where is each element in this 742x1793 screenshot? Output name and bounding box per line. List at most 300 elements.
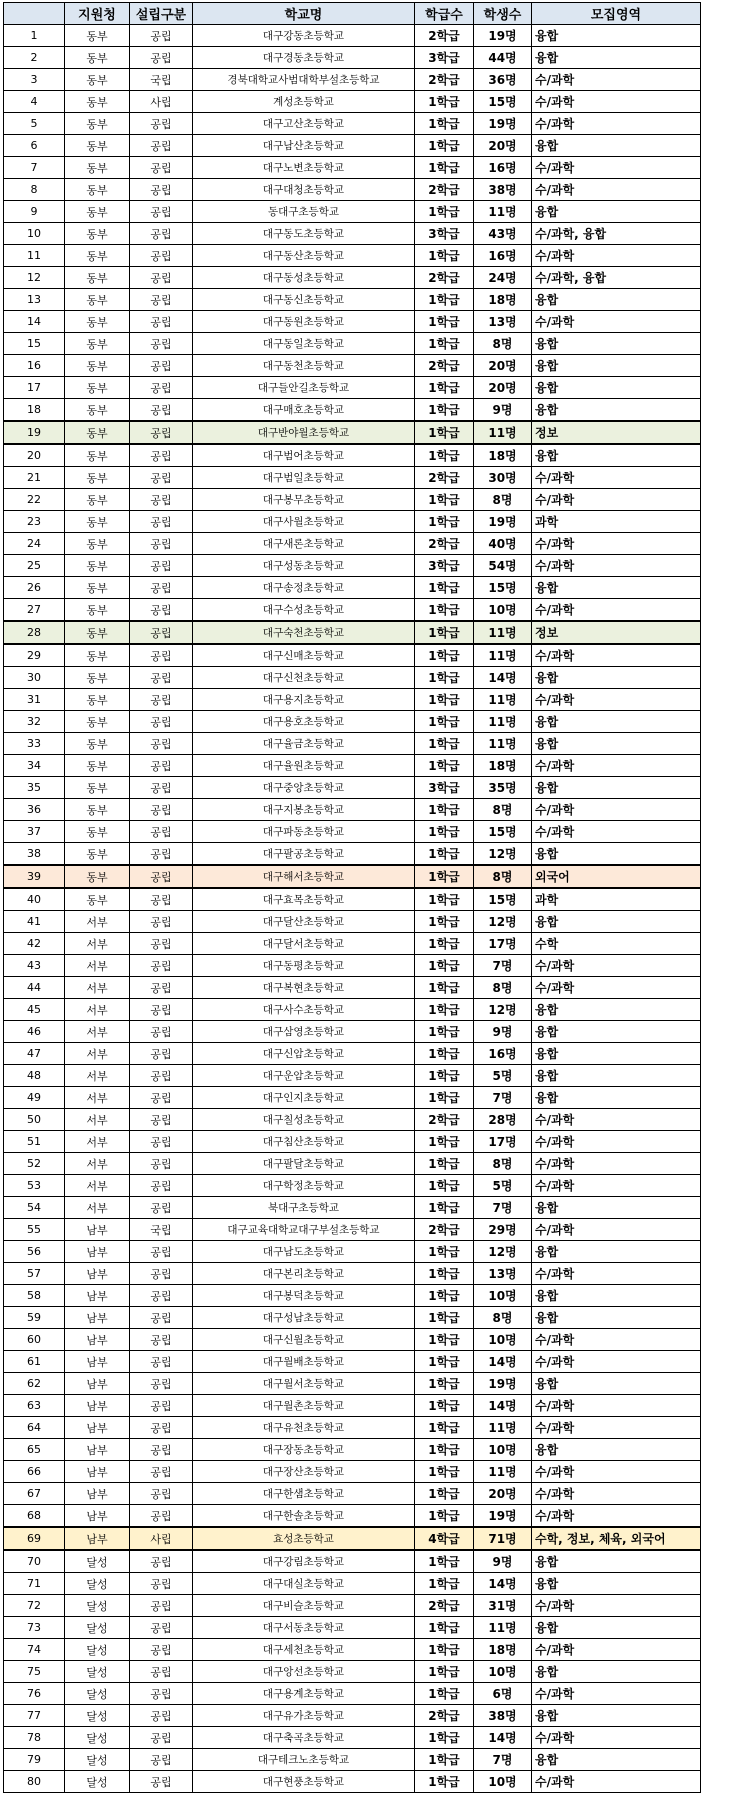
cell-students: 10명 (474, 1329, 532, 1351)
cell-students: 29명 (474, 1219, 532, 1241)
cell-area: 수/과학 (532, 113, 701, 135)
cell-no: 20 (4, 444, 65, 467)
cell-office: 동부 (65, 377, 130, 399)
cell-type: 공립 (130, 821, 193, 843)
cell-students: 44명 (474, 47, 532, 69)
cell-school-name: 대구앙선초등학교 (193, 1661, 415, 1683)
cell-office: 동부 (65, 467, 130, 489)
cell-students: 9명 (474, 399, 532, 422)
cell-classes: 1학급 (415, 644, 474, 667)
cell-no: 75 (4, 1661, 65, 1683)
cell-no: 49 (4, 1087, 65, 1109)
cell-students: 15명 (474, 821, 532, 843)
cell-school-name: 대구서동초등학교 (193, 1617, 415, 1639)
cell-no: 34 (4, 755, 65, 777)
cell-no: 1 (4, 25, 65, 47)
cell-office: 동부 (65, 733, 130, 755)
table-row (4, 1021, 701, 1043)
table-row (4, 689, 701, 711)
cell-school-name: 대구달서초등학교 (193, 933, 415, 955)
cell-students: 10명 (474, 1439, 532, 1461)
cell-students: 8명 (474, 1307, 532, 1329)
cell-type: 공립 (130, 1395, 193, 1417)
header-area: 모집영역 (532, 3, 701, 25)
table-row (4, 1087, 701, 1109)
cell-no: 5 (4, 113, 65, 135)
cell-students: 16명 (474, 157, 532, 179)
table-row (4, 157, 701, 179)
table-row (4, 1483, 701, 1505)
cell-classes: 1학급 (415, 799, 474, 821)
cell-area: 수/과학 (532, 1639, 701, 1661)
cell-school-name: 대구봉무초등학교 (193, 489, 415, 511)
cell-type: 공립 (130, 1771, 193, 1793)
cell-area: 수/과학, 융합 (532, 223, 701, 245)
cell-school-name: 대구해서초등학교 (193, 865, 415, 888)
cell-type: 공립 (130, 289, 193, 311)
cell-type: 공립 (130, 1683, 193, 1705)
cell-type: 공립 (130, 333, 193, 355)
cell-classes: 1학급 (415, 577, 474, 599)
table-row (4, 69, 701, 91)
cell-office: 남부 (65, 1439, 130, 1461)
cell-no: 48 (4, 1065, 65, 1087)
cell-classes: 2학급 (415, 1109, 474, 1131)
cell-students: 8명 (474, 977, 532, 999)
cell-office: 남부 (65, 1395, 130, 1417)
cell-no: 68 (4, 1505, 65, 1528)
cell-office: 동부 (65, 644, 130, 667)
table-row (4, 711, 701, 733)
table-row (4, 1197, 701, 1219)
cell-area: 융합 (532, 1307, 701, 1329)
cell-school-name: 대구인지초등학교 (193, 1087, 415, 1109)
cell-type: 공립 (130, 1550, 193, 1573)
cell-students: 11명 (474, 201, 532, 223)
cell-type: 공립 (130, 577, 193, 599)
cell-students: 11명 (474, 421, 532, 444)
table-row (4, 1505, 701, 1528)
cell-students: 35명 (474, 777, 532, 799)
cell-students: 15명 (474, 888, 532, 911)
cell-students: 11명 (474, 689, 532, 711)
cell-area: 수/과학 (532, 1109, 701, 1131)
cell-type: 공립 (130, 355, 193, 377)
table-row (4, 245, 701, 267)
cell-classes: 2학급 (415, 1219, 474, 1241)
cell-office: 남부 (65, 1285, 130, 1307)
table-row (4, 667, 701, 689)
cell-school-name: 대구본리초등학교 (193, 1263, 415, 1285)
cell-school-name: 경북대학교사범대학부설초등학교 (193, 69, 415, 91)
cell-students: 8명 (474, 1153, 532, 1175)
table-row (4, 1527, 701, 1550)
cell-students: 6명 (474, 1683, 532, 1705)
cell-classes: 1학급 (415, 289, 474, 311)
cell-no: 78 (4, 1727, 65, 1749)
cell-office: 동부 (65, 821, 130, 843)
cell-area: 수/과학 (532, 533, 701, 555)
cell-office: 남부 (65, 1219, 130, 1241)
cell-type: 공립 (130, 1705, 193, 1727)
cell-office: 동부 (65, 91, 130, 113)
cell-school-name: 대구팔공초등학교 (193, 843, 415, 866)
cell-no: 14 (4, 311, 65, 333)
cell-classes: 2학급 (415, 1705, 474, 1727)
cell-office: 남부 (65, 1505, 130, 1528)
cell-school-name: 대구축곡초등학교 (193, 1727, 415, 1749)
cell-area: 수/과학 (532, 91, 701, 113)
cell-office: 남부 (65, 1351, 130, 1373)
cell-students: 11명 (474, 1617, 532, 1639)
table-row (4, 1749, 701, 1771)
cell-classes: 1학급 (415, 1417, 474, 1439)
header-type: 설립구분 (130, 3, 193, 25)
cell-office: 동부 (65, 843, 130, 866)
cell-school-name: 대구지봉초등학교 (193, 799, 415, 821)
cell-area: 수/과학 (532, 1263, 701, 1285)
cell-office: 동부 (65, 667, 130, 689)
cell-office: 서부 (65, 977, 130, 999)
cell-type: 공립 (130, 1263, 193, 1285)
cell-type: 공립 (130, 1065, 193, 1087)
table-row (4, 733, 701, 755)
cell-area: 수/과학 (532, 1219, 701, 1241)
cell-office: 남부 (65, 1461, 130, 1483)
cell-classes: 1학급 (415, 1771, 474, 1793)
cell-office: 동부 (65, 777, 130, 799)
cell-no: 71 (4, 1573, 65, 1595)
cell-type: 공립 (130, 843, 193, 866)
cell-no: 77 (4, 1705, 65, 1727)
cell-no: 41 (4, 911, 65, 933)
table-row (4, 1351, 701, 1373)
cell-no: 56 (4, 1241, 65, 1263)
table-row (4, 1573, 701, 1595)
cell-type: 공립 (130, 955, 193, 977)
cell-classes: 1학급 (415, 1065, 474, 1087)
cell-classes: 1학급 (415, 1153, 474, 1175)
cell-type: 공립 (130, 1175, 193, 1197)
cell-office: 남부 (65, 1417, 130, 1439)
table-row (4, 555, 701, 577)
cell-area: 수/과학 (532, 644, 701, 667)
cell-no: 45 (4, 999, 65, 1021)
cell-school-name: 대구들안길초등학교 (193, 377, 415, 399)
cell-students: 19명 (474, 1505, 532, 1528)
cell-area: 수/과학 (532, 1771, 701, 1793)
cell-area: 융합 (532, 1550, 701, 1573)
cell-area: 융합 (532, 711, 701, 733)
cell-students: 19명 (474, 25, 532, 47)
cell-office: 동부 (65, 888, 130, 911)
table-row (4, 113, 701, 135)
cell-area: 수/과학 (532, 467, 701, 489)
cell-office: 동부 (65, 355, 130, 377)
header-no (4, 3, 65, 25)
cell-type: 공립 (130, 644, 193, 667)
cell-type: 공립 (130, 1505, 193, 1528)
cell-school-name: 대구장동초등학교 (193, 1439, 415, 1461)
header-office: 지원청 (65, 3, 130, 25)
cell-classes: 1학급 (415, 977, 474, 999)
cell-classes: 1학급 (415, 621, 474, 644)
table-row (4, 599, 701, 622)
cell-type: 공립 (130, 1573, 193, 1595)
cell-office: 동부 (65, 47, 130, 69)
cell-office: 달성 (65, 1661, 130, 1683)
table-row (4, 511, 701, 533)
cell-type: 공립 (130, 1417, 193, 1439)
cell-classes: 1학급 (415, 999, 474, 1021)
cell-office: 동부 (65, 621, 130, 644)
cell-type: 공립 (130, 667, 193, 689)
cell-classes: 1학급 (415, 1683, 474, 1705)
cell-type: 공립 (130, 1043, 193, 1065)
cell-students: 14명 (474, 1351, 532, 1373)
cell-school-name: 대구대청초등학교 (193, 179, 415, 201)
cell-school-name: 대구달산초등학교 (193, 911, 415, 933)
cell-school-name: 대구비슬초등학교 (193, 1595, 415, 1617)
cell-no: 61 (4, 1351, 65, 1373)
cell-school-name: 대구팔달초등학교 (193, 1153, 415, 1175)
table-row (4, 311, 701, 333)
cell-type: 공립 (130, 865, 193, 888)
cell-type: 공립 (130, 135, 193, 157)
cell-classes: 1학급 (415, 201, 474, 223)
cell-no: 70 (4, 1550, 65, 1573)
cell-type: 공립 (130, 1461, 193, 1483)
cell-students: 8명 (474, 799, 532, 821)
cell-students: 31명 (474, 1595, 532, 1617)
table-row (4, 1263, 701, 1285)
cell-area: 수/과학 (532, 1505, 701, 1528)
cell-office: 서부 (65, 1043, 130, 1065)
cell-area: 수/과학 (532, 1175, 701, 1197)
cell-office: 동부 (65, 157, 130, 179)
cell-classes: 1학급 (415, 1395, 474, 1417)
cell-no: 10 (4, 223, 65, 245)
cell-area: 융합 (532, 377, 701, 399)
cell-school-name: 대구침산초등학교 (193, 1131, 415, 1153)
table-row (4, 1307, 701, 1329)
cell-area: 수/과학 (532, 1461, 701, 1483)
table-row (4, 777, 701, 799)
cell-type: 사립 (130, 1527, 193, 1550)
cell-no: 28 (4, 621, 65, 644)
cell-students: 38명 (474, 1705, 532, 1727)
cell-type: 공립 (130, 1153, 193, 1175)
cell-area: 융합 (532, 1197, 701, 1219)
table-row (4, 577, 701, 599)
cell-type: 공립 (130, 1329, 193, 1351)
cell-students: 13명 (474, 311, 532, 333)
cell-type: 공립 (130, 888, 193, 911)
cell-classes: 1학급 (415, 711, 474, 733)
table-row (4, 1705, 701, 1727)
cell-school-name: 대구용지초등학교 (193, 689, 415, 711)
cell-office: 남부 (65, 1307, 130, 1329)
cell-students: 10명 (474, 599, 532, 622)
cell-area: 수/과학 (532, 977, 701, 999)
table-row (4, 1595, 701, 1617)
table-row (4, 1639, 701, 1661)
cell-area: 정보 (532, 421, 701, 444)
cell-no: 47 (4, 1043, 65, 1065)
table-row (4, 999, 701, 1021)
cell-classes: 1학급 (415, 1727, 474, 1749)
cell-office: 남부 (65, 1527, 130, 1550)
cell-no: 22 (4, 489, 65, 511)
header-school: 학교명 (193, 3, 415, 25)
cell-school-name: 대구효목초등학교 (193, 888, 415, 911)
cell-type: 공립 (130, 733, 193, 755)
table-row (4, 799, 701, 821)
cell-area: 수/과학 (532, 821, 701, 843)
cell-type: 공립 (130, 201, 193, 223)
cell-school-name: 대구대실초등학교 (193, 1573, 415, 1595)
cell-office: 동부 (65, 421, 130, 444)
cell-school-name: 대구신매초등학교 (193, 644, 415, 667)
cell-office: 동부 (65, 799, 130, 821)
cell-classes: 2학급 (415, 69, 474, 91)
cell-area: 융합 (532, 1241, 701, 1263)
cell-type: 공립 (130, 777, 193, 799)
cell-classes: 1학급 (415, 113, 474, 135)
cell-no: 31 (4, 689, 65, 711)
cell-classes: 1학급 (415, 1661, 474, 1683)
cell-classes: 3학급 (415, 777, 474, 799)
cell-no: 27 (4, 599, 65, 622)
cell-no: 76 (4, 1683, 65, 1705)
table-row (4, 1661, 701, 1683)
table-row (4, 1373, 701, 1395)
cell-no: 2 (4, 47, 65, 69)
cell-type: 공립 (130, 933, 193, 955)
cell-school-name: 대구유천초등학교 (193, 1417, 415, 1439)
cell-area: 수/과학 (532, 555, 701, 577)
cell-classes: 1학급 (415, 843, 474, 866)
cell-no: 58 (4, 1285, 65, 1307)
cell-students: 24명 (474, 267, 532, 289)
cell-type: 공립 (130, 1639, 193, 1661)
table-row (4, 355, 701, 377)
cell-school-name: 대구월서초등학교 (193, 1373, 415, 1395)
cell-students: 9명 (474, 1550, 532, 1573)
cell-area: 융합 (532, 399, 701, 422)
cell-no: 51 (4, 1131, 65, 1153)
cell-type: 공립 (130, 1373, 193, 1395)
cell-no: 73 (4, 1617, 65, 1639)
cell-school-name: 동대구초등학교 (193, 201, 415, 223)
cell-no: 53 (4, 1175, 65, 1197)
cell-no: 11 (4, 245, 65, 267)
cell-students: 30명 (474, 467, 532, 489)
cell-students: 20명 (474, 1483, 532, 1505)
cell-area: 융합 (532, 1617, 701, 1639)
cell-area: 외국어 (532, 865, 701, 888)
cell-school-name: 대구고산초등학교 (193, 113, 415, 135)
cell-type: 공립 (130, 755, 193, 777)
cell-students: 11명 (474, 711, 532, 733)
cell-students: 11명 (474, 644, 532, 667)
cell-no: 46 (4, 1021, 65, 1043)
cell-students: 12명 (474, 1241, 532, 1263)
cell-classes: 1학급 (415, 511, 474, 533)
cell-no: 30 (4, 667, 65, 689)
table-row (4, 1727, 701, 1749)
cell-students: 9명 (474, 1021, 532, 1043)
cell-no: 17 (4, 377, 65, 399)
cell-area: 수/과학 (532, 755, 701, 777)
cell-no: 60 (4, 1329, 65, 1351)
cell-no: 37 (4, 821, 65, 843)
cell-school-name: 대구남산초등학교 (193, 135, 415, 157)
cell-students: 5명 (474, 1065, 532, 1087)
cell-office: 동부 (65, 533, 130, 555)
cell-students: 12명 (474, 843, 532, 866)
table-row (4, 1219, 701, 1241)
cell-area: 수/과학 (532, 799, 701, 821)
header-classes: 학급수 (415, 3, 474, 25)
cell-school-name: 대구새론초등학교 (193, 533, 415, 555)
cell-students: 14명 (474, 1727, 532, 1749)
cell-students: 14명 (474, 667, 532, 689)
cell-school-name: 대구노변초등학교 (193, 157, 415, 179)
cell-office: 동부 (65, 25, 130, 47)
table-row (4, 333, 701, 355)
cell-type: 공립 (130, 1307, 193, 1329)
cell-area: 융합 (532, 201, 701, 223)
cell-students: 20명 (474, 355, 532, 377)
cell-school-name: 대구봉덕초등학교 (193, 1285, 415, 1307)
cell-office: 서부 (65, 999, 130, 1021)
cell-school-name: 대구율원초등학교 (193, 755, 415, 777)
cell-classes: 1학급 (415, 489, 474, 511)
cell-type: 공립 (130, 1197, 193, 1219)
cell-type: 공립 (130, 711, 193, 733)
cell-classes: 1학급 (415, 689, 474, 711)
cell-area: 융합 (532, 1705, 701, 1727)
cell-students: 13명 (474, 1263, 532, 1285)
cell-no: 52 (4, 1153, 65, 1175)
cell-office: 동부 (65, 865, 130, 888)
cell-office: 동부 (65, 267, 130, 289)
cell-classes: 1학급 (415, 1439, 474, 1461)
cell-no: 39 (4, 865, 65, 888)
cell-school-name: 대구동산초등학교 (193, 245, 415, 267)
cell-office: 달성 (65, 1617, 130, 1639)
cell-area: 과학 (532, 888, 701, 911)
cell-type: 공립 (130, 1483, 193, 1505)
cell-classes: 1학급 (415, 1175, 474, 1197)
cell-area: 융합 (532, 999, 701, 1021)
cell-type: 국립 (130, 1219, 193, 1241)
cell-classes: 1학급 (415, 1307, 474, 1329)
cell-classes: 1학급 (415, 599, 474, 622)
cell-area: 수/과학 (532, 955, 701, 977)
cell-office: 동부 (65, 201, 130, 223)
cell-area: 융합 (532, 1661, 701, 1683)
cell-area: 융합 (532, 911, 701, 933)
cell-classes: 1학급 (415, 245, 474, 267)
cell-no: 66 (4, 1461, 65, 1483)
cell-students: 18명 (474, 289, 532, 311)
cell-office: 동부 (65, 289, 130, 311)
table-row (4, 1329, 701, 1351)
cell-students: 19명 (474, 511, 532, 533)
table-row (4, 135, 701, 157)
